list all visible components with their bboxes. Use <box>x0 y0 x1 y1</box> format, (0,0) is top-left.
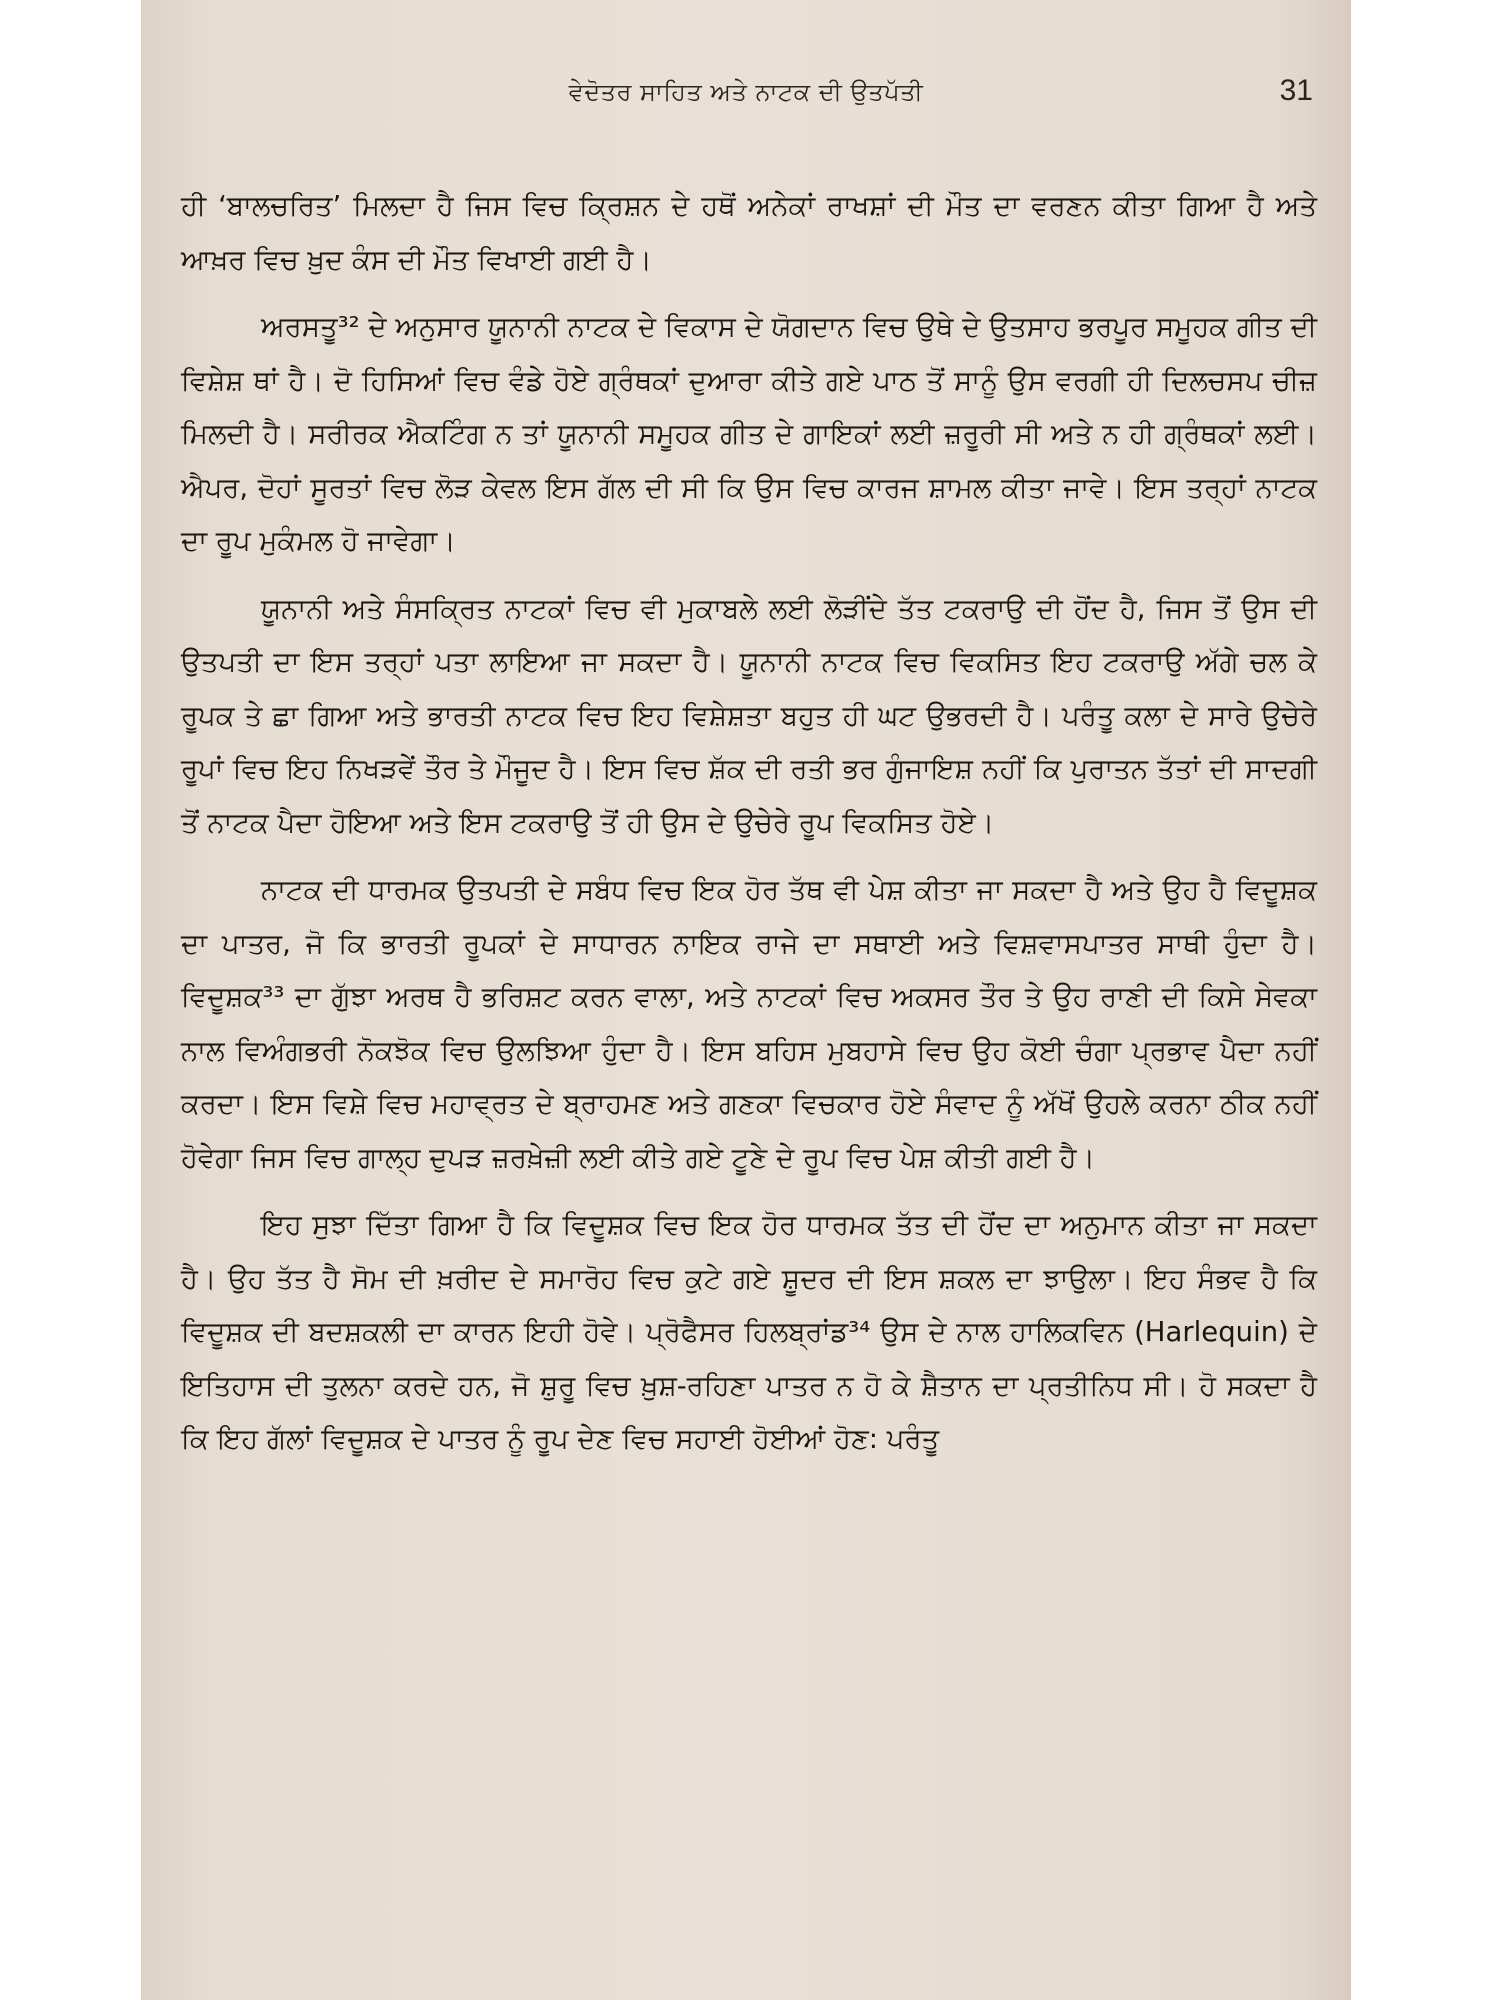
paragraph-2: ਅਰਸਤੂ³² ਦੇ ਅਨੁਸਾਰ ਯੂਨਾਨੀ ਨਾਟਕ ਦੇ ਵਿਕਾਸ ਦੇ ਯੋਗਦਾਨ ਵਿਚ ਉਥੇ ਦੇ ਉਤਸਾਹ ਭਰਪੂਰ ਸਮੂਹਕ ਗੀਤ ਦੀ ਵਿਸ਼ੇਸ਼ ਥਾਂ ਹੈ। ਦੋ ਹਿਸਿਆਂ ਵਿਚ ਵੰਡੇ ਹੋਏ ਗ੍ਰੰਥਕਾਂ ਦੁਆਰਾ ਕੀਤੇ ਗਏ ਪਾਠ ਤੋਂ ਸਾਨੂੰ ਉਸ ਵਰਗੀ ਹੀ ਦਿਲਚਸਪ ਚੀਜ਼ ਮਿਲਦੀ ਹੈ। ਸਰੀਰਕ ਐਕਟਿੰਗ ਨ ਤਾਂ ਯੂਨਾਨੀ ਸਮੂਹਕ ਗੀਤ ਦੇ ਗਾਇਕਾਂ ਲਈ ਜ਼ਰੂਰੀ ਸੀ ਅਤੇ ਨ ਹੀ ਗ੍ਰੰਥਕਾਂ ਲਈ। ਐਪਰ, ਦੋਹਾਂ ਸੂਰਤਾਂ ਵਿਚ ਲੋੜ ਕੇਵਲ ਇਸ ਗੱਲ ਦੀ ਸੀ ਕਿ ਉਸ ਵਿਚ ਕਾਰਜ ਸ਼ਾਮਲ ਕੀਤਾ ਜਾਵੇ। ਇਸ ਤਰ੍ਹਾਂ ਨਾਟਕ ਦਾ ਰੂਪ ਮੁਕੰਮਲ ਹੋ ਜਾਵੇਗਾ। <box>181 311 1317 557</box>
paragraph-4: ਨਾਟਕ ਦੀ ਧਾਰਮਕ ਉਤਪਤੀ ਦੇ ਸਬੰਧ ਵਿਚ ਇਕ ਹੋਰ ਤੱਥ ਵੀ ਪੇਸ਼ ਕੀਤਾ ਜਾ ਸਕਦਾ ਹੈ ਅਤੇ ਉਹ ਹੈ ਵਿਦੂਸ਼ਕ ਦਾ ਪਾਤਰ, ਜੋ ਕਿ ਭਾਰਤੀ ਰੂਪਕਾਂ ਦੇ ਸਾਧਾਰਨ ਨਾਇਕ ਰਾਜੇ ਦਾ ਸਥਾਈ ਅਤੇ ਵਿਸ਼ਵਾਸਪਾਤਰ ਸਾਥੀ ਹੁੰਦਾ ਹੈ। ਵਿਦੂਸ਼ਕ³³ ਦਾ ਗੁੱਝਾ ਅਰਥ ਹੈ ਭਰਿਸ਼ਟ ਕਰਨ ਵਾਲਾ, ਅਤੇ ਨਾਟਕਾਂ ਵਿਚ ਅਕਸਰ ਤੌਰ ਤੇ ਉਹ ਰਾਣੀ ਦੀ ਕਿਸੇ ਸੇਵਕਾ ਨਾਲ ਵਿਅੰਗਭਰੀ ਨੋਕਝੋਕ ਵਿਚ ਉਲਝਿਆ ਹੁੰਦਾ ਹੈ। ਇਸ ਬਹਿਸ ਮੁਬਹਾਸੇ ਵਿਚ ਉਹ ਕੋਈ ਚੰਗਾ ਪ੍ਰਭਾਵ ਪੈਦਾ ਨਹੀਂ ਕਰਦਾ। ਇਸ ਵਿਸ਼ੇ ਵਿਚ ਮਹਾਵ੍ਰਤ ਦੇ ਬ੍ਰਾਹਮਣ ਅਤੇ ਗਣਕਾ ਵਿਚਕਾਰ ਹੋਏ ਸੰਵਾਦ ਨੂੰ ਅੱਖੋਂ ਉਹਲੇ ਕਰਨਾ ਠੀਕ ਨਹੀਂ ਹੋਵੇਗਾ ਜਿਸ ਵਿਚ ਗਾਲ੍ਹ ਦੁਪੜ ਜ਼ਰਖ਼ੇਜ਼ੀ ਲਈ ਕੀਤੇ ਗਏ ਟੂਣੇ ਦੇ ਰੂਪ ਵਿਚ ਪੇਸ਼ ਕੀਤੀ ਗਈ ਹੈ। <box>181 874 1317 1174</box>
chapter-title: ਵੇਦੋਤਰ ਸਾਹਿਤ ਅਤੇ ਨਾਟਕ ਦੀ ਉਤਪੱਤੀ <box>568 78 924 106</box>
paragraph-1: ਹੀ ‘ਬਾਲਚਰਿਤ’ ਮਿਲਦਾ ਹੈ ਜਿਸ ਵਿਚ ਕ੍ਰਿਸ਼ਨ ਦੇ ਹਥੋਂ ਅਨੇਕਾਂ ਰਾਖਸ਼ਾਂ ਦੀ ਮੌਤ ਦਾ ਵਰਣਨ ਕੀਤਾ ਗਿਆ ਹੈ ਅਤੇ ਆਖ਼ਰ ਵਿਚ ਖ਼ੁਦ ਕੰਸ ਦੀ ਮੌਤ ਵਿਖਾਈ ਗਈ ਹੈ। <box>181 190 1317 276</box>
body-text <box>181 180 1317 1481</box>
paragraph-3: ਯੂਨਾਨੀ ਅਤੇ ਸੰਸਕ੍ਰਿਤ ਨਾਟਕਾਂ ਵਿਚ ਵੀ ਮੁਕਾਬਲੇ ਲਈ ਲੋੜੀਂਦੇ ਤੱਤ ਟਕਰਾਉ ਦੀ ਹੋਂਦ ਹੈ, ਜਿਸ ਤੋਂ ਉਸ ਦੀ ਉਤਪਤੀ ਦਾ ਇਸ ਤਰ੍ਹਾਂ ਪਤਾ ਲਾਇਆ ਜਾ ਸਕਦਾ ਹੈ। ਯੂਨਾਨੀ ਨਾਟਕ ਵਿਚ ਵਿਕਸਿਤ ਇਹ ਟਕਰਾਉ ਅੱਗੇ ਚਲ ਕੇ ਰੂਪਕ ਤੇ ਛਾ ਗਿਆ ਅਤੇ ਭਾਰਤੀ ਨਾਟਕ ਵਿਚ ਇਹ ਵਿਸ਼ੇਸ਼ਤਾ ਬਹੁਤ ਹੀ ਘਟ ਉਭਰਦੀ ਹੈ। ਪਰੰਤੂ ਕਲਾ ਦੇ ਸਾਰੇ ਉਚੇਰੇ ਰੂਪਾਂ ਵਿਚ ਇਹ ਨਿਖੜਵੇਂ ਤੌਰ ਤੇ ਮੌਜੂਦ ਹੈ। ਇਸ ਵਿਚ ਸ਼ੱਕ ਦੀ ਰਤੀ ਭਰ ਗੁੰਜਾਇਸ਼ ਨਹੀਂ ਕਿ ਪੁਰਾਤਨ ਤੱਤਾਂ ਦੀ ਸਾਦਗੀ ਤੋਂ ਨਾਟਕ ਪੈਦਾ ਹੋਇਆ ਅਤੇ ਇਸ ਟਕਰਾਉ ਤੋਂ ਹੀ ਉਸ ਦੇ ਉਚੇਰੇ ਰੂਪ ਵਿਕਸਿਤ ਹੋਏ। <box>181 592 1317 839</box>
paragraph-5: ਇਹ ਸੁਝਾ ਦਿੱਤਾ ਗਿਆ ਹੈ ਕਿ ਵਿਦੂਸ਼ਕ ਵਿਚ ਇਕ ਹੋਰ ਧਾਰਮਕ ਤੱਤ ਦੀ ਹੋਂਦ ਦਾ ਅਨੁਮਾਨ ਕੀਤਾ ਜਾ ਸਕਦਾ ਹੈ। ਉਹ ਤੱਤ ਹੈ ਸੋਮ ਦੀ ਖ਼ਰੀਦ ਦੇ ਸਮਾਰੋਹ ਵਿਚ ਕੁਟੇ ਗਏ ਸ਼ੂਦਰ ਦੀ ਇਸ ਸ਼ਕਲ ਦਾ ਝਾਉਲਾ। ਇਹ ਸੰਭਵ ਹੈ ਕਿ ਵਿਦੂਸ਼ਕ ਦੀ ਬਦਸ਼ਕਲੀ ਦਾ ਕਾਰਨ ਇਹੀ ਹੋਵੇ। ਪ੍ਰੋਫੈਸਰ ਹਿਲਬ੍ਰਾਂਡ³⁴ ਉਸ ਦੇ ਨਾਲ ਹਾਲਿਕਵਿਨ (Harlequin) ਦੇ ਇਤਿਹਾਸ ਦੀ ਤੁਲਨਾ ਕਰਦੇ ਹਨ, ਜੋ ਸ਼ੁਰੂ ਵਿਚ ਖ਼ੁਸ਼-ਰਹਿਣਾ ਪਾਤਰ ਨ ਹੋ ਕੇ ਸ਼ੈਤਾਨ ਦਾ ਪ੍ਰਤੀਨਿਧ ਸੀ। ਹੋ ਸਕਦਾ ਹੈ ਕਿ ਇਹ ਗੱਲਾਂ ਵਿਦੂਸ਼ਕ ਦੇ ਪਾਤਰ ਨੂੰ ਰੂਪ ਦੇਣ ਵਿਚ ਸਹਾਈ ਹੋਈਆਂ ਹੋਣ: ਪਰੰਤੂ <box>181 1209 1317 1455</box>
running-head <box>141 74 1351 118</box>
page-number: 31 <box>1279 74 1313 107</box>
book-page <box>141 0 1351 2000</box>
